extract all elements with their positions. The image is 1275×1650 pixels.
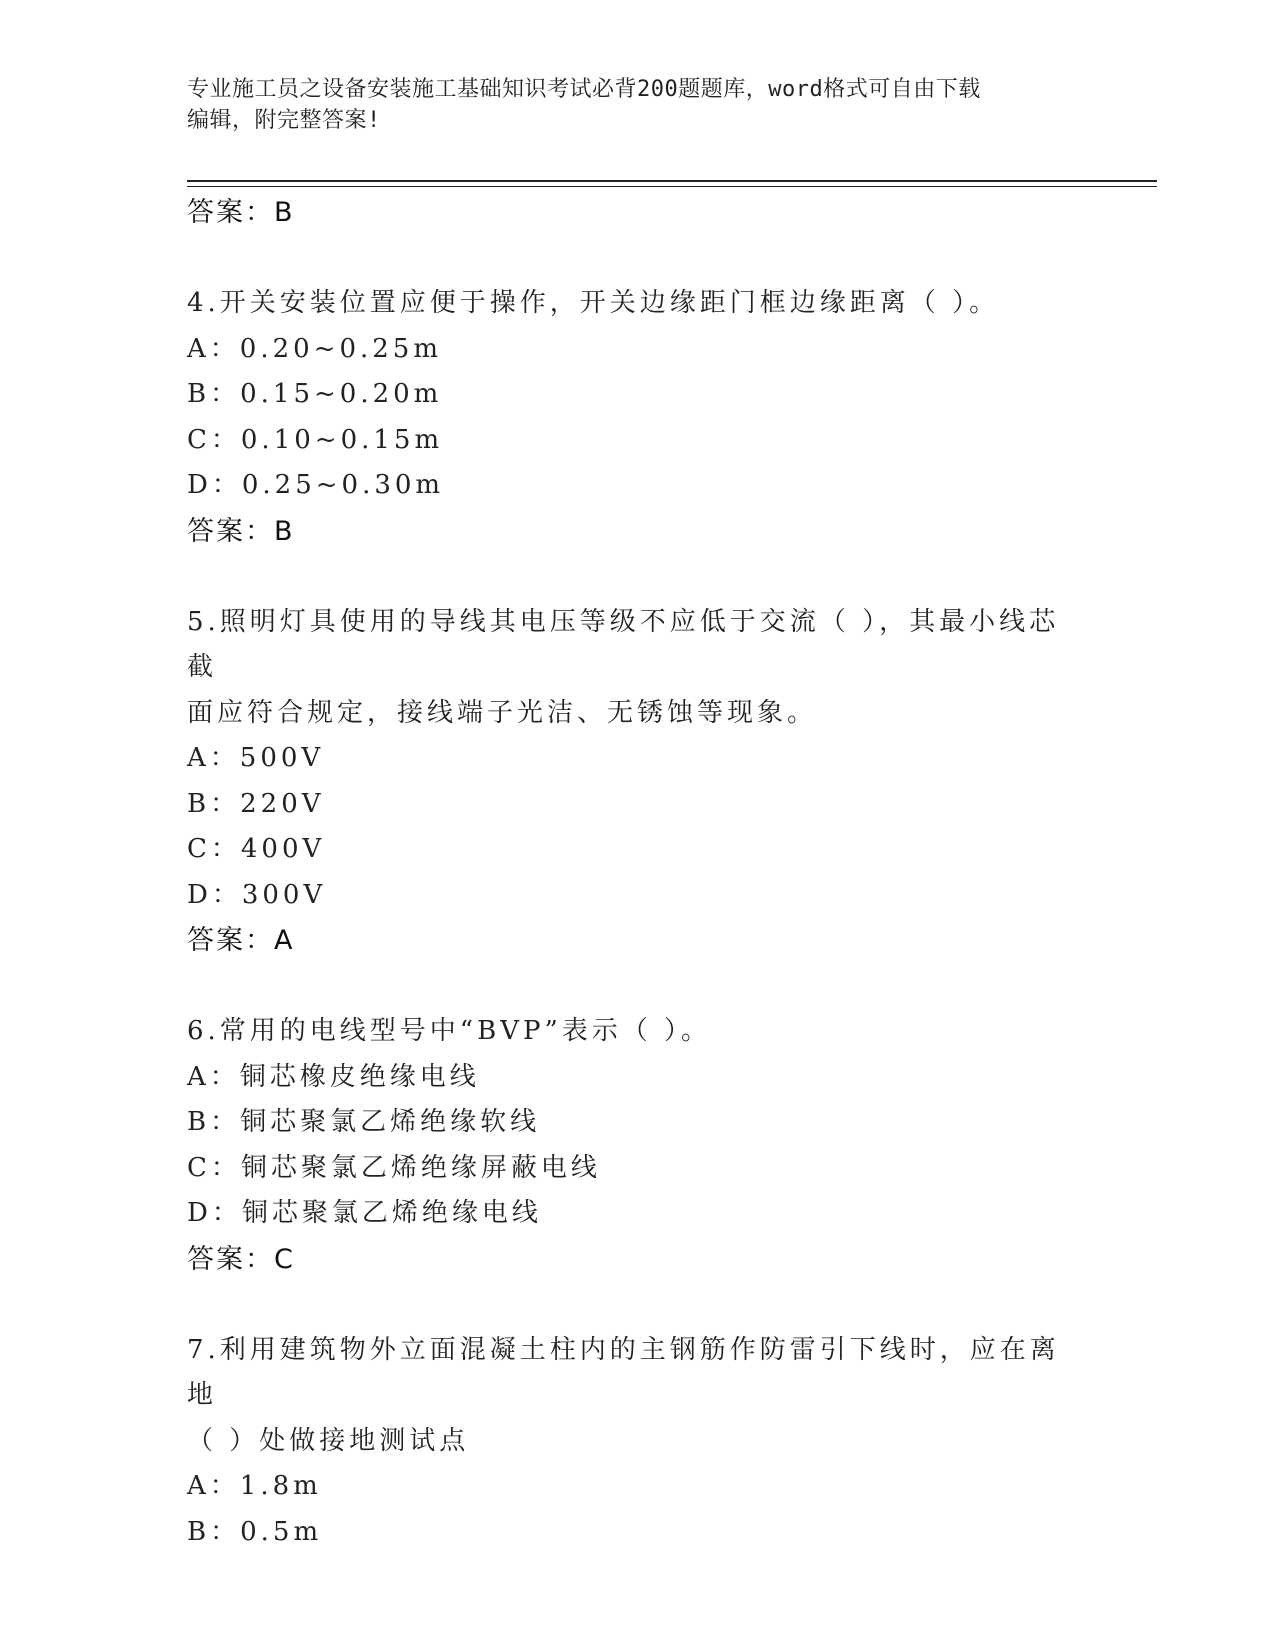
answer: 答案：A <box>187 925 295 956</box>
question-5 <box>187 600 1087 964</box>
header-rule-thin <box>187 186 1157 187</box>
option-b: B：0.15~0.20m <box>187 379 443 409</box>
question-stem-line-2: 面应符合规定，接线端子光洁、无锈蚀等现象。 <box>187 697 818 728</box>
option-d: D：300V <box>187 879 327 910</box>
option-a: A：0.20~0.25m <box>187 333 442 364</box>
spacer <box>187 964 1087 1010</box>
spacer <box>187 236 1087 282</box>
header-rule-thick <box>187 180 1157 182</box>
question-4 <box>187 281 1087 554</box>
question-7 <box>187 1328 1087 1556</box>
option-c: C：0.10~0.15m <box>187 424 444 455</box>
answer: 答案：B <box>187 515 295 547</box>
question-stem: 6.常用的电线型号中“BVP”表示（ ）。 <box>187 1016 712 1046</box>
spacer <box>187 554 1087 600</box>
option-c: C：400V <box>187 834 326 864</box>
question-stem: 4.开关安装位置应便于操作，开关边缘距门框边缘距离（ ）。 <box>187 288 1000 318</box>
question-stem-line-2: （ ）处做接地测试点 <box>187 1425 470 1456</box>
question-stem-line-1: 7.利用建筑物外立面混凝土柱内的主钢筋作防雷引下线时，应在离地 <box>187 1334 1060 1410</box>
spacer <box>187 1282 1087 1328</box>
option-d: D：0.25~0.30m <box>187 470 445 500</box>
option-b: B：铜芯聚氯乙烯绝缘软线 <box>187 1107 541 1137</box>
option-a: A：铜芯橡皮绝缘电线 <box>187 1061 480 1092</box>
option-a: A：1.8m <box>187 1471 322 1501</box>
option-b: B：0.5m <box>187 1516 323 1547</box>
question-6 <box>187 1009 1087 1282</box>
option-d: D：铜芯聚氯乙烯绝缘电线 <box>187 1198 542 1228</box>
option-b: B：220V <box>187 788 325 819</box>
option-c: C：铜芯聚氯乙烯绝缘屏蔽电线 <box>187 1152 601 1183</box>
question-stem-line-1: 5.照明灯具使用的导线其电压等级不应低于交流（ ），其最小线芯截 <box>187 606 1060 682</box>
option-a: A：500V <box>187 743 325 773</box>
header-line-2: 编辑，附完整答案! <box>187 108 381 133</box>
answer: 答案：C <box>187 1243 295 1275</box>
page-header <box>187 74 1087 136</box>
answer-q3: 答案：B <box>187 197 295 228</box>
header-line-1: 专业施工员之设备安装施工基础知识考试必背200题题库，word格式可自由下载 <box>187 77 981 102</box>
question-list <box>187 190 1087 1555</box>
